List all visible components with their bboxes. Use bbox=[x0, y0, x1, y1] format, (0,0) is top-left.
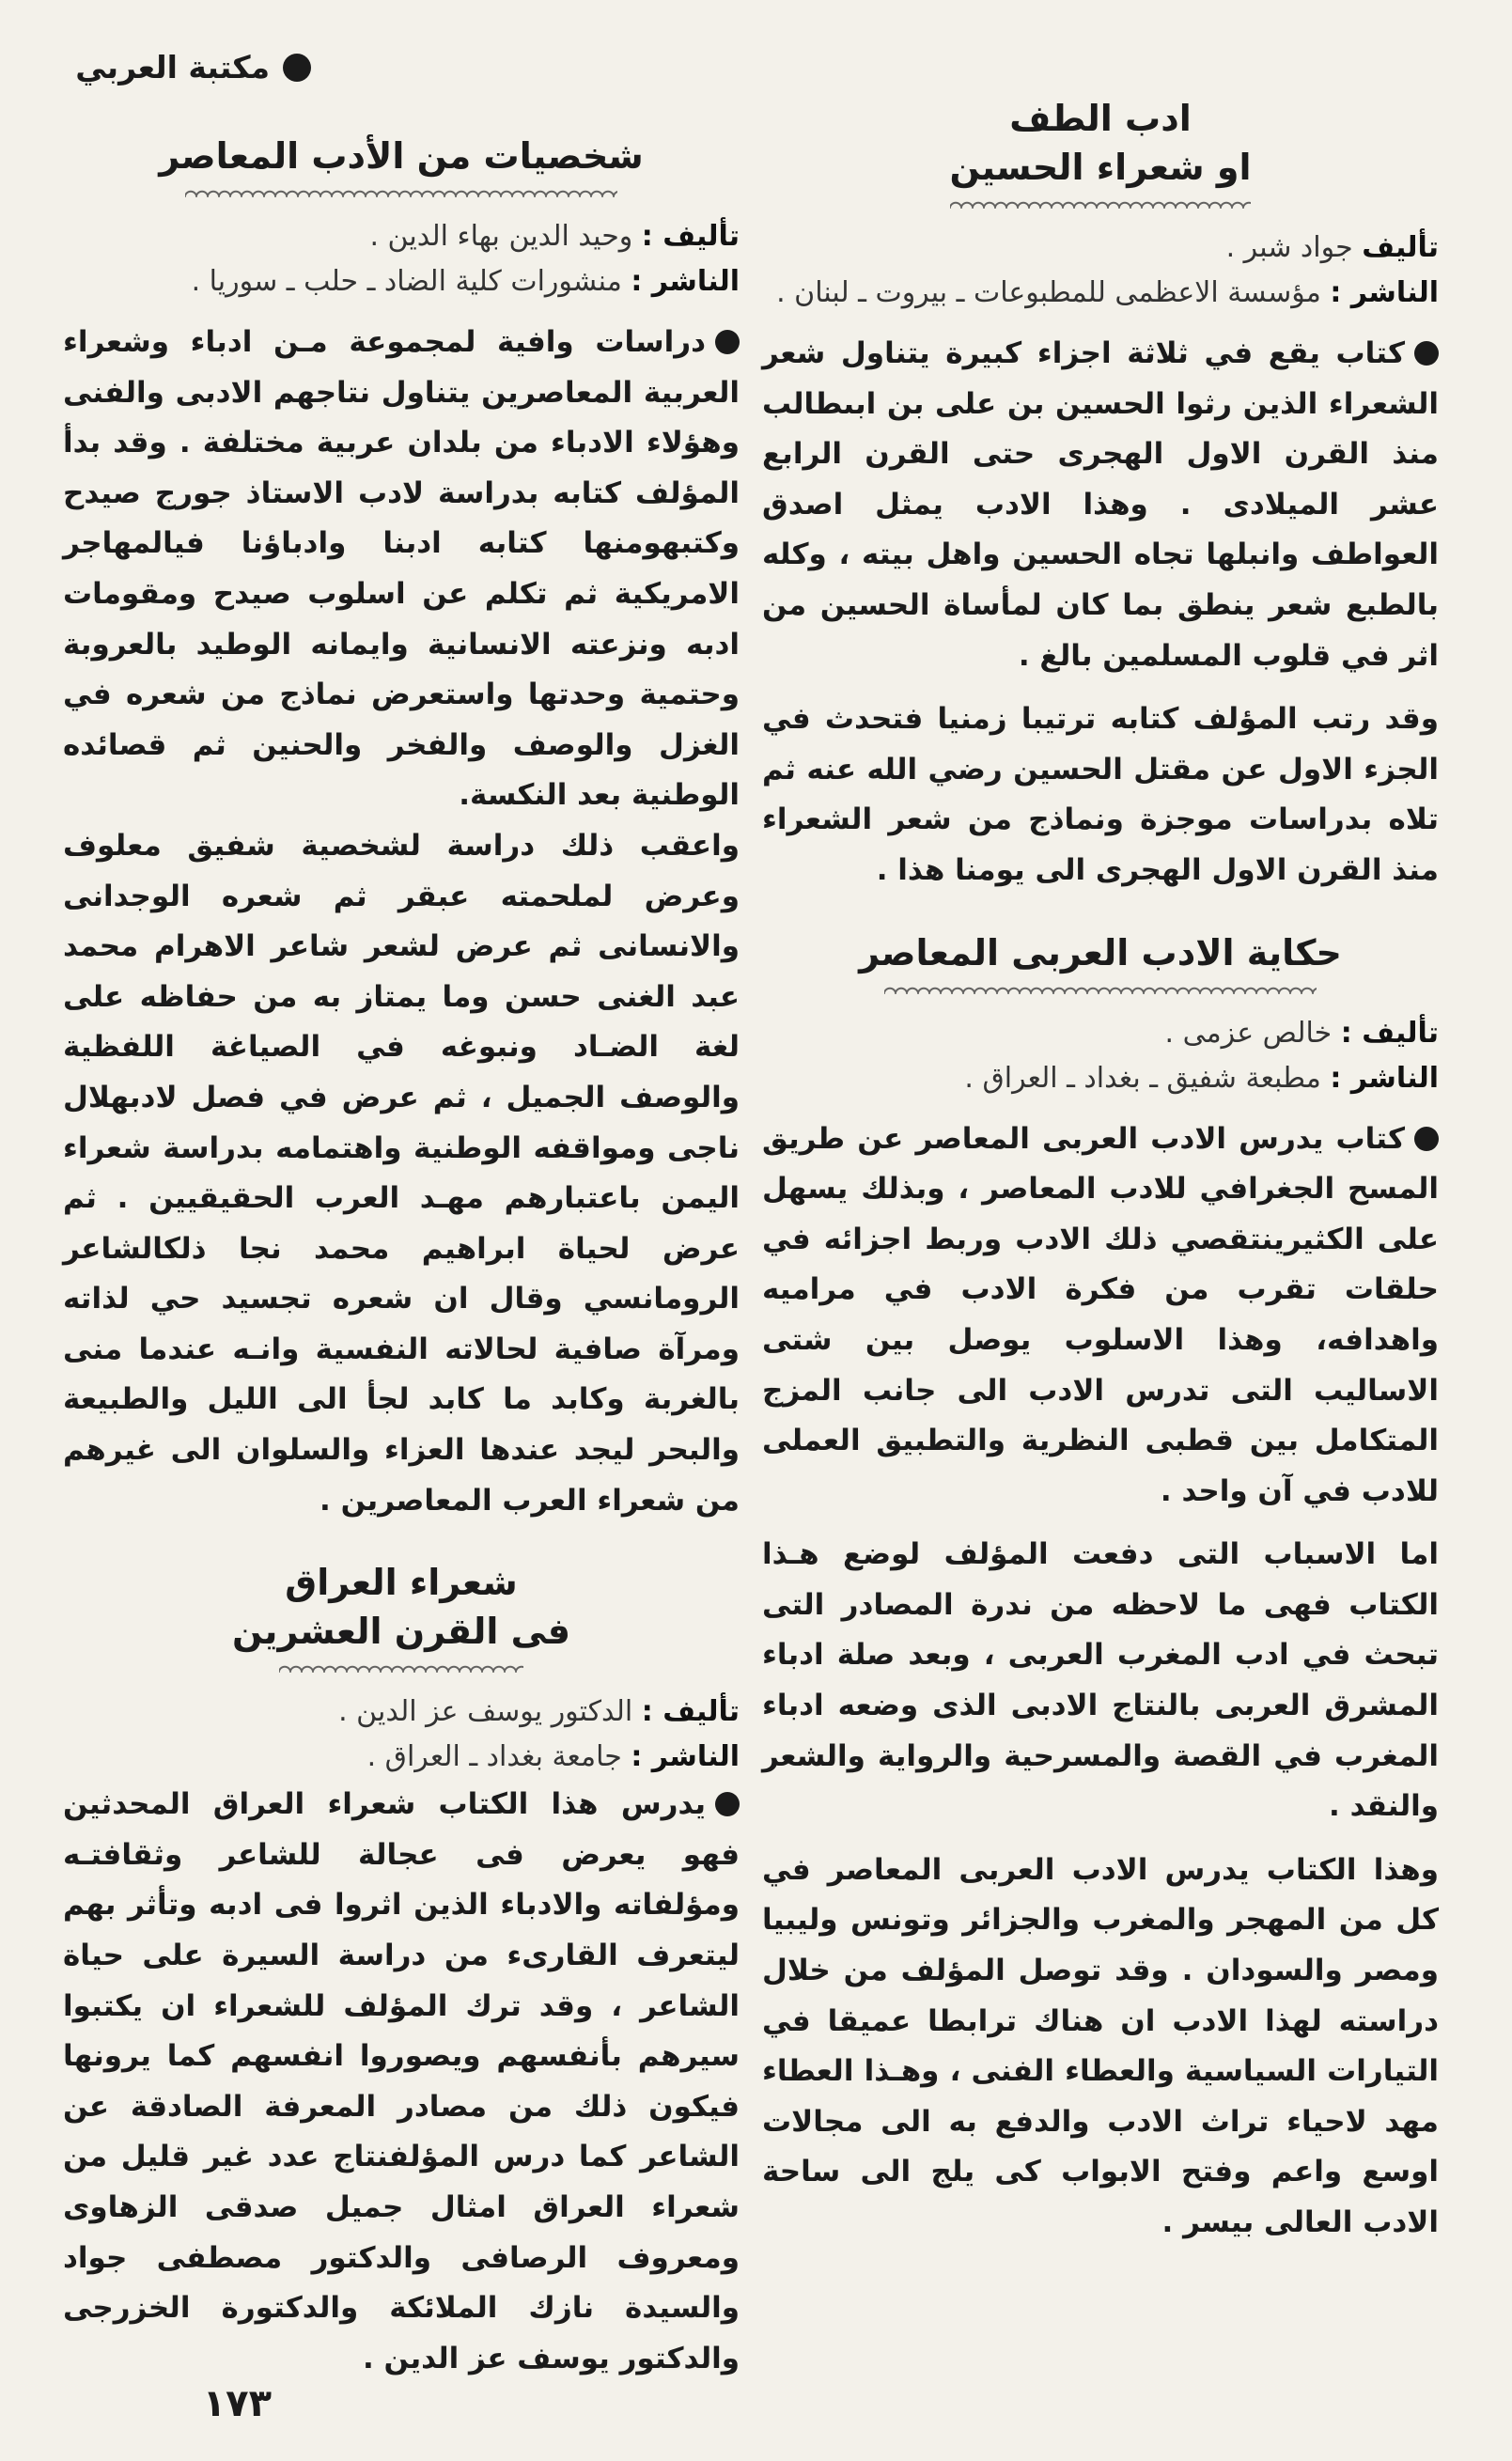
publisher-name: مؤسسة الاعظمى للمطبوعات ـ بيروت ـ لبنان . bbox=[776, 276, 1321, 309]
bullet-icon bbox=[1414, 341, 1439, 366]
paragraph-text: كتاب يقع في ثلاثة اجزاء كبيرة يتناول شعر الشعراء الذين رثوا الحسين بن على بن ابىطالب منذ القرن الاول الهجرى حتى القرن الرابع عشر الميلادى . وهذا الادب يمثل اصدق العواطف وانبلها تجاه الحسين واهل بيته ، وكله بالطبع شعر ينطق بما كان لمأساة الحسين من اثر في قلوب المسلمين بالغ . bbox=[762, 336, 1439, 673]
magazine-section-header bbox=[75, 49, 311, 86]
author-line bbox=[762, 1011, 1439, 1056]
publisher-line bbox=[762, 271, 1439, 316]
article-paragraph bbox=[762, 1530, 1439, 1832]
bullet-dot-icon bbox=[283, 54, 311, 82]
author-line bbox=[762, 226, 1439, 271]
article-paragraph bbox=[63, 821, 740, 1526]
paragraph-text: وهذا الكتاب يدرس الادب العربى المعاصر في كل من المهجر والمغرب والجزائر وتونس وليبيا ومصر والسودان . وقد توصل المؤلف من خلال دراسته لهذا الادب ان هناك ترابطا عميقا في التيارات السياسية والعطاء الفنى ، وهـذا العطاء مهد لاحياء تراث الادب والدفع به الى مجالات اوسع واعم وفتح الابواب كى يلج الى ساحة الادب العالى بيسر . bbox=[762, 1852, 1439, 2239]
paragraph-text: دراسات وافية لمجموعة مـن ادباء وشعراء العربية المعاصرين يتناول نتاجهم الادبى والفنى وهؤلاء الادباء من بلدان عربية مختلفة . وقد بدأ المؤلف كتابه بدراسة لادب الاستاذ جورج صيدح وكتبهومنها كتابه ادبنا وادباؤنا فيالمهاجر الامريكية ثم تكلم عن اسلوب صيدح ومقومات ادبه ونزعته الانسانية وايمانه الوطيد بالعروبة وحتمية وحدتها واستعرض نماذج من شعره في الغزل والوصف والفخر والحنين ثم قصائده الوطنية بعد النكسة. bbox=[63, 325, 740, 813]
bullet-icon bbox=[715, 1792, 740, 1816]
right-column bbox=[762, 98, 1439, 2249]
publisher-name: مطبعة شفيق ـ بغداد ـ العراق . bbox=[964, 1061, 1321, 1095]
article-paragraph bbox=[762, 1114, 1439, 1518]
author-name: وحيد الدين بهاء الدين . bbox=[369, 220, 633, 253]
publisher-label: الناشر : bbox=[631, 1740, 740, 1774]
article-adab-altaf bbox=[762, 94, 1439, 896]
title-line-2: فى القرن العشرين bbox=[231, 1611, 571, 1653]
author-line bbox=[63, 1690, 740, 1735]
article-title bbox=[63, 1558, 740, 1656]
paragraph-text: كتاب يدرس الادب العربى المعاصر عن طريق المسح الجغرافي للادب المعاصر ، وبذلك يسهل على الكثيرينتقصي ذلك الادب وربط اجزائه في حلقات تقرب من فكرة الادب في مراميه واهدافه، وهذا الاسلوب يوصل بين شتى الاساليب التى تدرس الادب الى جانب المزج المتكامل بين قطبى النظرية والتطبيق العملى للادب في آن واحد . bbox=[762, 1121, 1439, 1508]
title-underline bbox=[279, 1661, 523, 1673]
author-label: تأليف : bbox=[641, 1695, 740, 1729]
bullet-icon bbox=[1414, 1127, 1439, 1151]
publisher-label: الناشر : bbox=[1330, 1061, 1439, 1095]
article-paragraph bbox=[63, 318, 740, 821]
author-label: تأليف : bbox=[641, 220, 740, 253]
author-name: الدكتور يوسف عز الدين . bbox=[338, 1695, 633, 1729]
title-underline bbox=[884, 983, 1317, 994]
article-paragraph bbox=[762, 1846, 1439, 2249]
article-title bbox=[762, 94, 1439, 192]
title-line-1: شعراء العراق bbox=[285, 1562, 518, 1604]
publisher-label: الناشر : bbox=[1330, 276, 1439, 309]
article-title: حكاية الادب العربى المعاصر bbox=[859, 931, 1342, 973]
article-paragraph bbox=[762, 694, 1439, 896]
article-shakhsiyat bbox=[63, 132, 740, 1526]
title-underline bbox=[185, 186, 617, 197]
article-hikayat-aladab bbox=[762, 928, 1439, 2249]
publisher-label: الناشر : bbox=[631, 265, 740, 298]
left-column bbox=[63, 132, 740, 2384]
bullet-icon bbox=[715, 330, 740, 354]
title-line-2: او شعراء الحسين bbox=[949, 147, 1252, 188]
author-line bbox=[63, 214, 740, 259]
article-paragraph bbox=[762, 329, 1439, 681]
title-underline bbox=[950, 197, 1251, 209]
publisher-line bbox=[762, 1056, 1439, 1101]
author-label: تأليف : bbox=[1340, 1016, 1439, 1050]
publisher-line bbox=[63, 259, 740, 304]
article-paragraph bbox=[63, 1780, 740, 2384]
author-name: خالص عزمى . bbox=[1164, 1016, 1333, 1050]
section-title: مكتبة العربي bbox=[75, 49, 270, 86]
publisher-name: منشورات كلية الضاد ـ حلب ـ سوريا . bbox=[191, 265, 622, 298]
article-shuara-aliraq bbox=[63, 1558, 740, 2384]
paragraph-text: واعقب ذلك دراسة لشخصية شفيق معلوف وعرض لملحمته عبقر ثم شعره الوجدانى والانسانى ثم عرض لشعر شاعر الاهرام محمد عبد الغنى حسن وما يمتاز به من حفاظه على لغة الضـاد ونبوغه في الصياغة اللفظية والوصف الجميل ، ثم عرض في فصل لادبهلال ناجى ومواقفه الوطنية واهتمامه بدراسة شعراء اليمن باعتبارهم مهـد العرب الحقيقيين . ثم عرض لحياة ابراهيم محمد نجا ذلكالشاعر الرومانسي وقال ان شعره تجسيد حي لذاته ومرآة صافية لحالاته النفسية وانـه عندما منى بالغربة وكابد ما كابد لجأ الى الليل والطبيعة والبحر ليجد عندها العزاء والسلوان الى غيرهم من شعراء العرب المعاصرين . bbox=[63, 828, 740, 1518]
author-name: جواد شبر . bbox=[1225, 231, 1353, 264]
article-title: شخصيات من الأدب المعاصر bbox=[159, 135, 644, 177]
title-line-1: ادب الطف bbox=[1009, 98, 1192, 139]
paragraph-text: وقد رتب المؤلف كتابه ترتيبا زمنيا فتحدث في الجزء الاول عن مقتل الحسين رضي الله عنه ثم تلاه بدراسات موجزة ونماذج من شعر الشعراء منذ القرن الاول الهجرى الى يومنا هذا . bbox=[762, 702, 1439, 887]
publisher-line bbox=[63, 1735, 740, 1780]
paragraph-text: اما الاسباب التى دفعت المؤلف لوضع هـذا الكتاب فهى ما لاحظه من ندرة المصادر التى تبحث في ادب المغرب العربى ، وبعد صلة ادباء المشرق العربى بالنتاج الادبى الذى وضعه ادباء المغرب في القصة والمسرحية والرواية والشعر والنقد . bbox=[762, 1537, 1439, 1824]
author-label: تأليف bbox=[1362, 231, 1439, 264]
page-number: ١٧٣ bbox=[202, 2382, 272, 2425]
publisher-name: جامعة بغداد ـ العراق . bbox=[366, 1740, 622, 1774]
paragraph-text: يدرس هذا الكتاب شعراء العراق المحدثين فهو يعرض فى عجالة للشاعر وثقافتـه ومؤلفاته والادباء الذين اثروا فى ادبه وتأثر بهم ليتعرف القارىء من دراسة السيرة على حياة الشاعر ، وقد ترك المؤلف للشعراء ان يكتبوا سيرهم بأنفسهم ويصوروا انفسهم كما يرونها فيكون ذلك من مصادر المعرفة الصادقة عن الشاعر كما درس المؤلفنتاج عدد غير قليل من شعراء العراق امثال جميل صدقى الزهاوى ومعروف الرصافى والدكتور مصطفى جواد والسيدة نازك الملائكة والدكتورة الخزرجى والدكتور يوسف عز الدين . bbox=[63, 1787, 740, 2375]
